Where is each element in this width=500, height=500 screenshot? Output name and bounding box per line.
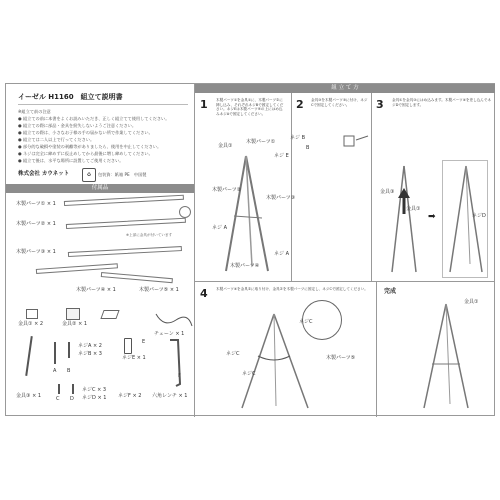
step1-kanagu-label: 金具① <box>218 143 233 149</box>
chain-icon <box>154 310 194 330</box>
parts-header: 付属品 <box>6 184 194 193</box>
screw-e-icon <box>124 338 132 354</box>
step-text: 金具③を木製パーツ③に付け、ネジCで固定してください。 <box>311 98 368 107</box>
step-number: 1 <box>200 98 208 111</box>
note-item: ● 組立ての際に部品・金具を紛失しないようご注意ください。 <box>18 123 137 128</box>
part-chain-label: チェーン × 1 <box>154 331 185 337</box>
part-wood5-label: 木製パーツ⑤ × 1 <box>139 287 179 293</box>
screw-d-icon <box>72 384 74 394</box>
step1-wood3-label: 木製パーツ③ <box>266 195 296 201</box>
screw-d-label: ネジD × 1 <box>82 395 107 401</box>
recycle-mark-icon: ♻ <box>82 168 96 182</box>
screw-a-icon <box>54 342 56 364</box>
completed-kanagu-label: 金具① <box>464 299 479 305</box>
magnifier-icon <box>179 206 191 218</box>
step-text: 木製パーツ④を金具②に取り付け、金具②を木製パーツに固定し、ネジCで固定してください。 <box>216 287 368 291</box>
step-number: 2 <box>296 98 304 111</box>
screw-a-label: ネジA × 2 <box>78 343 102 349</box>
instruction-sheet <box>5 83 495 416</box>
step4-wood5-label: 木製パーツ⑤ <box>326 355 356 361</box>
step-text: 木製パーツ①を金具①に、木製パーツ②に挿し込み、それぞれネジBで固定してください。ネジEは木製パーツ⑤の上にはめ込みネジAで固定してください。 <box>216 98 284 117</box>
assembly-header: 組 立 て 方 <box>195 84 495 93</box>
screw-c-label: ネジC × 3 <box>82 387 107 393</box>
bracket-2-icon <box>66 308 80 320</box>
part-wood4-label: 木製パーツ④ × 1 <box>76 287 116 293</box>
part-wood3-label: 木製パーツ③ × 1 <box>16 249 56 255</box>
step-number: 3 <box>376 98 384 111</box>
step1-screw-b-label: ネジ B <box>290 135 306 141</box>
screw-c-letter: C <box>56 396 60 402</box>
hex-wrench-icon <box>166 338 186 388</box>
step3-kanagu1-label: 金具① <box>406 206 421 212</box>
part-kanagu3-label: 金具③ × 1 <box>16 393 42 399</box>
screw-f-label: ネジF × 2 <box>118 393 142 399</box>
note-item: ● 組立ての前に本書をよくお読みいただき、正しく組立てて使用してください。 <box>18 116 170 121</box>
note-small: ※上部に金具が付いています <box>126 233 173 237</box>
easel-folded-diagram <box>382 164 426 274</box>
part-wood1-label: 木製パーツ① × 1 <box>16 201 56 207</box>
note-item: ● 組立て後は、水平な場所に設置してご使用ください。 <box>18 158 124 163</box>
note-item: ● 組立ては二人以上で行ってください。 <box>18 137 95 142</box>
step1-wood4-label: 木製パーツ④ <box>230 263 260 269</box>
step4-screw-c-label: ネジC <box>299 319 313 325</box>
step1-wood2-label: 木製パーツ② <box>212 187 242 193</box>
screw-a-letter: A <box>53 368 57 374</box>
step1-screw-a2-label: ネジ A <box>274 251 290 257</box>
document-title: イーゼル H1160 組立て説明書 <box>18 93 123 101</box>
step1-b-label: B <box>306 145 310 151</box>
part-kanagu1-label: 金具① × 2 <box>18 321 44 327</box>
step4-screw-c3-label: ネジC <box>242 371 256 377</box>
screw-d-letter: D <box>70 396 74 402</box>
step4-screw-c2-label: ネジC <box>226 351 240 357</box>
note-item: ● 組立ての際は、小さなお子様の手の届かない所で作業してください。 <box>18 130 153 135</box>
part-wood3 <box>68 246 182 257</box>
step1-screw-a-label: ネジ A <box>212 225 228 231</box>
screw-c-icon <box>58 384 60 394</box>
screw-b-icon <box>68 342 70 358</box>
company-name: 株式会社 カウネット <box>18 171 70 177</box>
note-heading: ※組立て前の注意 <box>18 109 51 114</box>
step-text: 金具①を金具③にはめ込みます。木製パーツ④を差し込んでネジDで固定します。 <box>392 98 492 107</box>
screw-e-label: ネジE × 1 <box>122 355 146 361</box>
completed-title: 完成 <box>384 288 397 295</box>
step3-screw-d-label: ネジD <box>472 213 486 219</box>
screw-b-letter: B <box>67 368 71 374</box>
bracket-detail-icon <box>342 134 372 154</box>
screw-f-letter: F <box>178 373 181 379</box>
easel-open-diagram <box>444 164 488 274</box>
part-wood2-label: 木製パーツ② × 1 <box>16 221 56 227</box>
part-wood1 <box>64 195 184 206</box>
step-number: 4 <box>200 287 208 300</box>
hex-wrench-label: 六角レンチ × 1 <box>152 393 188 399</box>
screw-b-label: ネジB × 3 <box>78 351 102 357</box>
step1-screw-e-label: ネジ E <box>274 153 289 159</box>
part-wood5 <box>101 272 173 283</box>
bracket-1-icon <box>26 309 38 319</box>
screw-long-icon <box>25 336 33 376</box>
origin-info: 包装資：紙箱 PE 中国製 <box>98 172 147 177</box>
screw-e-letter: E <box>142 339 146 345</box>
part-kanagu2-label: 金具② × 1 <box>62 321 88 327</box>
note-item: ● ネジは完全に締めずに仮止めしてから最後に増し締めしてください。 <box>18 151 153 156</box>
note-item: ● 部分的な破損や塗装の剥離等がありましたら、使用を中止してください。 <box>18 144 162 149</box>
step1-wood1-label: 木製パーツ① <box>246 139 276 145</box>
part-wood2 <box>66 218 186 229</box>
step3-kanagu3-label: 金具③ <box>380 189 395 195</box>
bracket-3-icon <box>100 310 119 319</box>
arrow-right-icon: ➡ <box>428 212 436 222</box>
